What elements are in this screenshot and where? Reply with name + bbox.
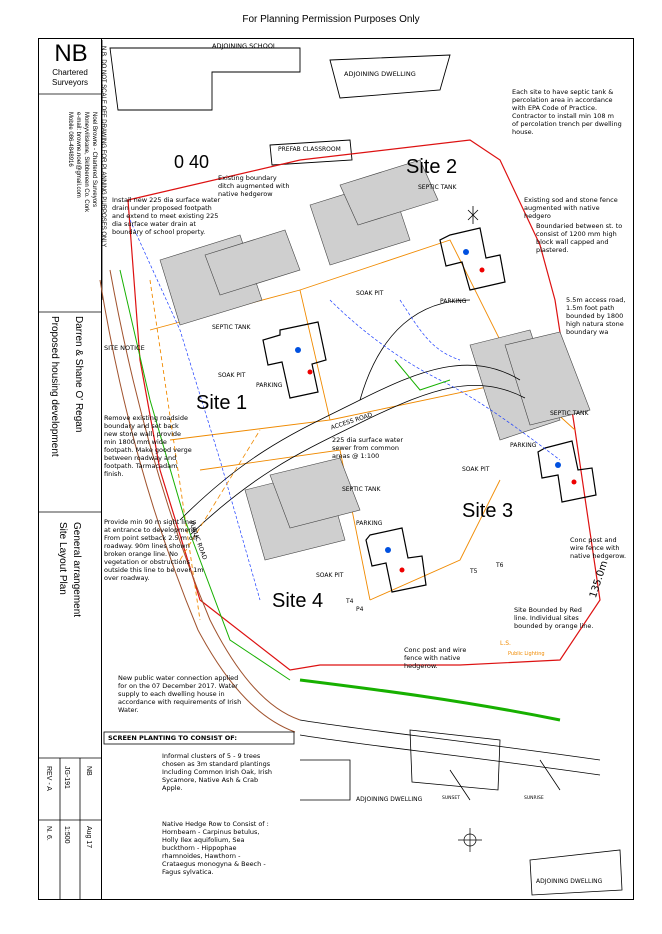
adjoining-school-label: ADJOINING SCHOOL xyxy=(212,42,277,50)
firm-line-4: Mobile 086-4848916 xyxy=(67,112,73,167)
adjoining-dwelling-top-label: ADJOINING DWELLING xyxy=(344,70,416,78)
note-public-lighting: Public Lighting xyxy=(508,651,545,657)
note-surface-drain: Install new 225 dia surface water drain under proposed footpath and extend to meet existing 225 dia surface water drain at boundary of school property. xyxy=(112,196,221,236)
screen-planting-hedge: Native Hedge Row to Consist of : Hornbeam - Carpinus betulus, Holly Ilex aquifolium, Sea buckthorn - Hippophae rhamnoides, Hawthorn - Crataegus monogyna & Beech - Fagus sylvatica. xyxy=(162,820,269,876)
screen-planting-trees: Informal clusters of 5 - 9 trees chosen as 3m standard plantings Including Common Irish Oak, Irish Sycamore, Native Ash & Crab Apple. xyxy=(162,752,272,792)
soak-pit-3-label: SOAK PIT xyxy=(462,466,490,473)
soak-pit-2-label: SOAK PIT xyxy=(356,290,384,297)
sunrise-label: SUNRISE xyxy=(524,796,544,801)
access-road-label: ACCESS ROAD xyxy=(329,411,374,432)
site-2-label: Site 2 xyxy=(406,156,458,178)
parking-1-label: PARKING xyxy=(256,382,283,389)
area-label: 0 40 xyxy=(174,152,210,172)
prefab-label: PREFAB CLASSROOM xyxy=(278,146,341,153)
drawing-title-1: General arrangement xyxy=(71,522,82,618)
date: Aug 17 xyxy=(85,826,92,849)
site-1-label: Site 1 xyxy=(196,392,248,414)
do-not-scale-warning: N.B. DO NOT SCALE OFF DRAWING FOR PLANNING PURPOSES ONLY xyxy=(100,46,106,248)
dimension-label: 135.0m xyxy=(588,559,611,600)
firm-line-1: Noel Browne - Chartered Surveyors xyxy=(91,112,97,208)
firm-line-3: e-mail: browne.noel@gmail.com xyxy=(75,112,81,198)
sheet-number: N. 6. xyxy=(45,826,52,841)
note-access-road: 5.5m access road, 1.5m foot path bounded by 1800 high natura stone boundary wa xyxy=(566,296,626,336)
ls-label: L.S. xyxy=(500,640,511,647)
note-fence-bottom: Conc post and wire fence with native hedgerow. xyxy=(404,646,467,670)
note-roadside-boundary: Remove existing roadside boundary and set back new stone wall, provide min 1800 mm wide footpath. Make good verge between roadway and footpath. Tarmacadam finish. xyxy=(104,414,192,478)
logo-sub-line-1: Chartered xyxy=(52,68,88,77)
site-4-label: Site 4 xyxy=(272,590,324,612)
site-notice-label: SITE NOTICE xyxy=(104,344,145,352)
client-name: Darren & Shane O' Regan xyxy=(73,316,84,433)
drawn-by: NB xyxy=(85,766,92,776)
soak-pit-4-label: SOAK PIT xyxy=(316,572,344,579)
note-site-bounded: Site Bounded by Red line. Individual sites bounded by orange line. xyxy=(514,606,594,630)
header-title: For Planning Permission Purposes Only xyxy=(242,14,420,25)
t6-label: T6 xyxy=(496,562,504,569)
note-sight-lines: Provide min 90 m sight lines at entrance to development. From point setback 2.5 m off roadway. 90m lines shown broken orange line. No vegetation or obstructions outside this line to be over 1m over roadway. xyxy=(104,518,204,582)
logo: NB xyxy=(54,40,88,67)
note-sod-stone-fence: Existing sod and stone fence augmented with native hedgero xyxy=(524,196,618,220)
note-block-wall: Boundaried between st. to consist of 1200 mm high block wall capped and plastered. xyxy=(536,222,623,254)
septic-tank-1-label: SEPTIC TANK xyxy=(212,324,251,331)
revision: REV - A xyxy=(45,766,52,791)
septic-tank-4-label: SEPTIC TANK xyxy=(342,486,381,493)
note-surface-sewer: 225 dia surface water sewer from common areas @ 1:100 xyxy=(332,436,404,460)
logo-sub-line-2: Surveyors xyxy=(51,78,88,87)
p4-label: P4 xyxy=(356,606,364,613)
note-existing-ditch: Existing boundary ditch augmented with native hedgerow xyxy=(218,174,290,198)
septic-tank-2-label: SEPTIC TANK xyxy=(418,184,457,191)
t5-label: T5 xyxy=(470,568,478,575)
site-3-label: Site 3 xyxy=(462,500,514,522)
parking-2-label: PARKING xyxy=(440,298,467,305)
scale: 1:500 xyxy=(63,826,70,844)
parking-4-label: PARKING xyxy=(356,520,383,527)
north-arrow-icon xyxy=(468,206,478,224)
soak-pit-1-label: SOAK PIT xyxy=(218,372,246,379)
screen-planting-title: SCREEN PLANTING TO CONSIST OF: xyxy=(108,734,237,742)
adjoining-land-lines xyxy=(300,720,622,895)
public-road-label: PUBLIC ROAD xyxy=(187,520,208,561)
project-name: Proposed housing development xyxy=(49,316,60,457)
sunset-label: SUNSET xyxy=(442,796,460,801)
title-block-grid xyxy=(38,40,102,900)
septic-tank-3-label: SEPTIC TANK xyxy=(550,410,589,417)
parking-3-label: PARKING xyxy=(510,442,537,449)
drawing-title-2: Site Layout Plan xyxy=(57,522,68,595)
t4-label: T4 xyxy=(346,598,354,605)
adjoining-dwelling-br-label: ADJOINING DWELLING xyxy=(536,878,603,885)
adjoining-dwelling-bottom-label: ADJOINING DWELLING xyxy=(356,796,423,803)
firm-line-2: Moneyviliskane, Skibbereen Co. Cork xyxy=(83,112,89,213)
note-septic-tank: Each site to have septic tank & percolation area in accordance with EPA Code of Practice. Contractor to install min 108 m of percolation trench per dwelling house. xyxy=(512,88,622,136)
sun-path-icon xyxy=(458,828,482,852)
percolation-areas xyxy=(160,160,590,560)
note-fence-right: Conc post and wire fence with native hedgerow. xyxy=(570,536,627,560)
note-water-connection: New public water connection applied for on the 07 December 2017. Water supply to each dwelling house in accordance with requirements of Irish Water. xyxy=(118,674,242,714)
job-number: JG-191 xyxy=(63,766,70,789)
